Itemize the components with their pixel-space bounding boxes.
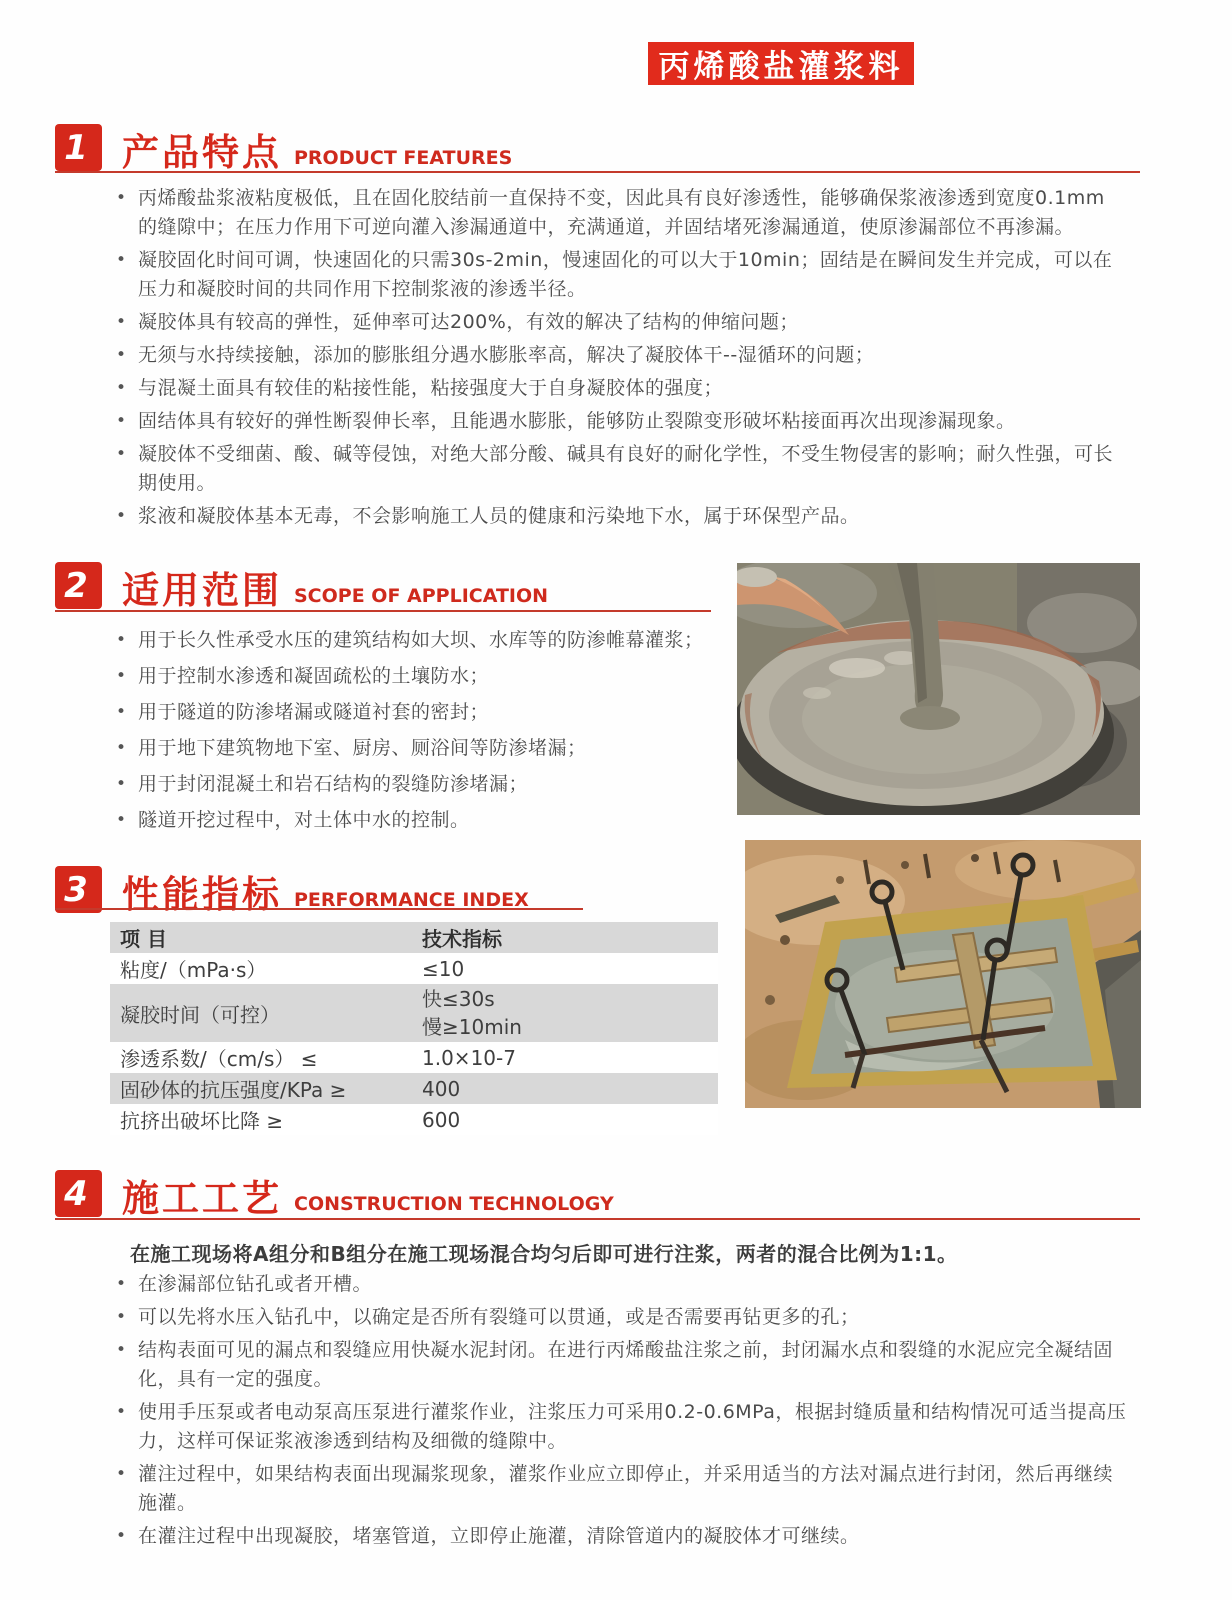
spec-label: 凝胶时间（可控）: [120, 1002, 280, 1027]
section-4-title: 施工工艺: [122, 1177, 282, 1220]
section-1-subtitle: PRODUCT FEATURES: [294, 147, 513, 169]
column-header-item: 项 目: [120, 927, 167, 951]
section-3-subtitle: PERFORMANCE INDEX: [294, 889, 529, 911]
section-1-underline: [55, 171, 1140, 173]
list-item: • 与混凝土面具有较佳的粘接性能，粘接强度大于自身凝胶体的强度；: [112, 374, 1124, 403]
section-2-title: 适用范围: [122, 569, 282, 612]
list-item: • 在渗漏部位钻孔或者开槽。: [112, 1270, 1127, 1299]
spec-value-line: 快≤30s: [422, 987, 495, 1011]
list-item: • 隧道开挖过程中，对土体中水的控制。: [112, 806, 717, 835]
list-item: • 灌注过程中，如果结构表面出现漏浆现象，灌浆作业应立即停止，并采用适当的方法对漏点进行封闭，然后再继续施灌。: [112, 1460, 1127, 1518]
section-2-underline: [55, 610, 711, 612]
list-item: • 固结体具有较好的弹性断裂伸长率，且能遇水膨胀，能够防止裂隙变形破坏粘接面再次出现渗漏现象。: [112, 407, 1124, 436]
product-features-list: [112, 184, 1124, 535]
list-item: • 使用手压泵或者电动泵高压泵进行灌浆作业，注浆压力可采用0.2-0.6MPa，根据封缝质量和结构情况可适当提高压力，这样可保证浆液渗透到结构及细微的缝隙中。: [112, 1398, 1127, 1456]
scope-of-application-list: [112, 626, 717, 842]
table-row: [110, 1104, 718, 1135]
section-1-title: 产品特点: [122, 131, 282, 174]
section-2-header: [55, 562, 549, 612]
section-3-number-badge: 3: [55, 866, 102, 913]
table-header-row: [110, 922, 718, 953]
list-item: • 用于地下建筑物地下室、厨房、厕浴间等防渗堵漏；: [112, 734, 717, 763]
list-item: • 凝胶固化时间可调，快速固化的只需30s-2min，慢速固化的可以大于10min；固结是在瞬间发生并完成，可以在压力和凝胶时间的共同作用下控制浆液的渗透半径。: [112, 246, 1124, 304]
section-1-number-badge: 1: [55, 124, 102, 171]
list-item: • 无须与水持续接触，添加的膨胀组分遇水膨胀率高，解决了凝胶体干--湿循环的问题；: [112, 341, 1124, 370]
list-item: • 在灌注过程中出现凝胶，堵塞管道，立即停止施灌，清除管道内的凝胶体才可继续。: [112, 1522, 1127, 1551]
column-header-spec: 技术指标: [422, 927, 502, 951]
section-4-number-badge: 4: [55, 1170, 102, 1217]
list-item: • 凝胶体具有较高的弹性，延伸率可达200%，有效的解决了结构的伸缩问题；: [112, 308, 1124, 337]
spec-value: ≤10: [422, 956, 465, 981]
section-3-title: 性能指标: [122, 873, 282, 916]
spec-label: 粘度/（mPa·s）: [120, 958, 267, 982]
mixing-ratio-note: 在施工现场将A组分和B组分在施工现场混合均匀后即可进行注浆，两者的混合比例为1:1。: [130, 1242, 958, 1266]
spec-value: 400: [422, 1076, 461, 1101]
section-4-subtitle: CONSTRUCTION TECHNOLOGY: [294, 1193, 614, 1215]
spec-value-line: 慢≥10min: [422, 1015, 522, 1039]
list-item: • 用于隧道的防渗堵漏或隧道衬套的密封；: [112, 698, 717, 727]
list-item: • 可以先将水压入钻孔中，以确定是否所有裂缝可以贯通，或是否需要再钻更多的孔；: [112, 1303, 1127, 1332]
spec-label: 抗挤出破坏比降 ≥: [120, 1109, 284, 1133]
spec-value: 1.0×10-7: [422, 1045, 516, 1070]
spec-label: 渗透系数/（cm/s） ≤: [120, 1047, 318, 1071]
table-row: [110, 984, 718, 1042]
list-item: • 用于封闭混凝土和岩石结构的裂缝防渗堵漏；: [112, 770, 717, 799]
section-3-header: [55, 866, 529, 916]
table-row: [110, 953, 718, 984]
grout-mixing-photo: [737, 563, 1140, 815]
section-2-number-badge: 2: [55, 562, 102, 609]
list-item: • 用于控制水渗透和凝固疏松的土壤防水；: [112, 662, 717, 691]
section-3-underline: [55, 908, 583, 910]
list-item: • 凝胶体不受细菌、酸、碱等侵蚀，对绝大部分酸、碱具有良好的耐化学性，不受生物侵害的影响；耐久性强，可长期使用。: [112, 440, 1124, 498]
section-4-underline: [55, 1218, 1140, 1220]
list-item: • 用于长久性承受水压的建筑结构如大坝、水库等的防渗帷幕灌浆；: [112, 626, 717, 655]
formwork-grouting-photo: [745, 840, 1141, 1108]
spec-value: 600: [422, 1107, 461, 1132]
table-row: [110, 1042, 718, 1073]
performance-index-table: [110, 922, 718, 1135]
list-item: • 浆液和凝胶体基本无毒，不会影响施工人员的健康和污染地下水，属于环保型产品。: [112, 502, 1124, 531]
section-2-subtitle: SCOPE OF APPLICATION: [294, 585, 549, 607]
section-4-header: [55, 1170, 614, 1220]
product-title-banner: 丙烯酸盐灌浆料: [648, 42, 914, 85]
list-item: • 丙烯酸盐浆液粘度极低，且在固化胶结前一直保持不变，因此具有良好渗透性，能够确保浆液渗透到宽度0.1mm的缝隙中；在压力作用下可逆向灌入渗漏通道中，充满通道，并固结堵死渗漏通道，使原渗漏部位不再渗漏。: [112, 184, 1124, 242]
spec-label: 固砂体的抗压强度/KPa ≥: [120, 1078, 347, 1102]
construction-steps-list: [112, 1270, 1127, 1555]
spec-value: [420, 985, 718, 1041]
section-1-header: [55, 124, 513, 174]
list-item: • 结构表面可见的漏点和裂缝应用快凝水泥封闭。在进行丙烯酸盐注浆之前，封闭漏水点和裂缝的水泥应完全凝结固化，具有一定的强度。: [112, 1336, 1127, 1394]
table-row: [110, 1073, 718, 1104]
